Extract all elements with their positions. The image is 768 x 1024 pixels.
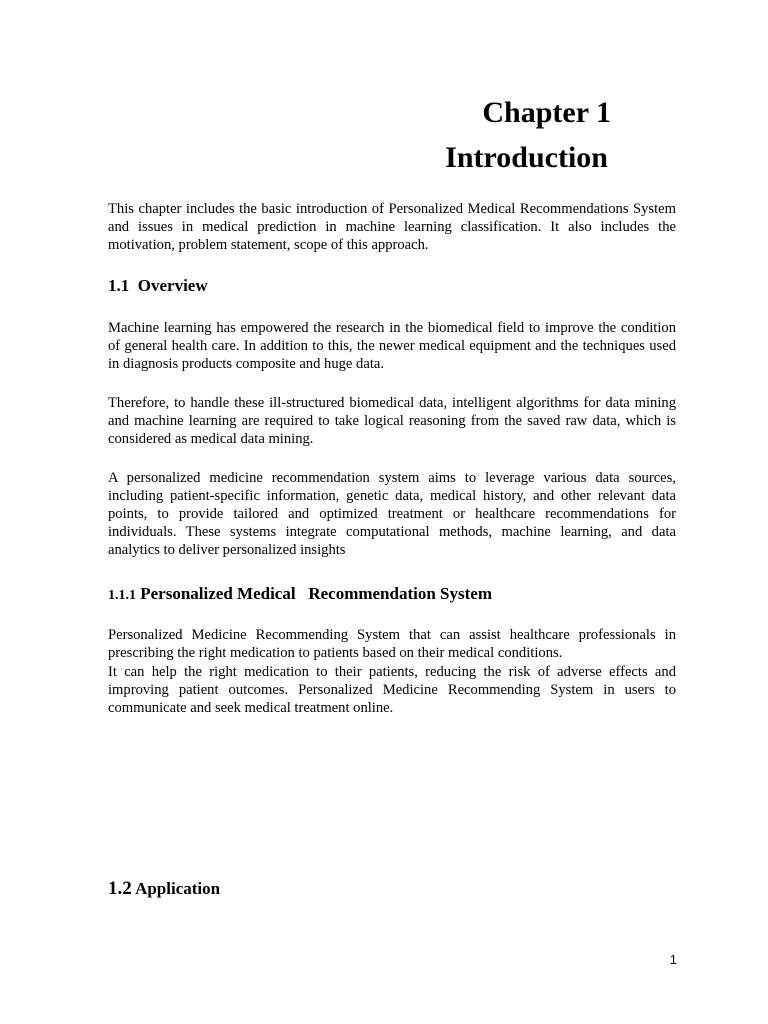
overview-paragraph-1: Machine learning has empowered the research in the biomedical field to improve the condition of general health care. In addition to this, the newer medical equipment and the techniques used in diagnosis products composite and huge data.: [108, 320, 676, 372]
recsys-paragraph-2: It can help the right medication to their patients, reducing the risk of adverse effects and improving patient outcomes. Personalized Medicine Recommending System in users to communicate and seek medical treatment online.: [108, 664, 676, 716]
recsys-paragraph-1: Personalized Medicine Recommending System that can assist healthcare professionals in prescribing the right medication to patients based on their medical conditions.: [108, 627, 676, 661]
subsection-number: 1.1.1: [108, 588, 136, 603]
section-1-1-heading: [108, 275, 208, 297]
subsection-title: Personalized Medical Recommendation System: [140, 584, 492, 603]
section-1-2-heading: [108, 878, 220, 900]
section-number: 1.2: [108, 878, 132, 899]
overview-paragraph-2: Therefore, to handle these ill-structured biomedical data, intelligent algorithms for data mining and machine learning are required to take logical reasoning from the saved raw data, which is considered as medical data mining.: [108, 395, 676, 447]
section-title: Overview: [137, 276, 208, 295]
section-number: 1.1: [108, 276, 130, 295]
chapter-subtitle: Introduction: [445, 141, 608, 174]
intro-paragraph: This chapter includes the basic introduction of Personalized Medical Recommendations System and issues in medical prediction in machine learning classification. It also includes the motivation, problem statement, scope of this approach.: [108, 201, 676, 253]
page-number: 1: [669, 952, 677, 967]
overview-paragraph-3: A personalized medicine recommendation system aims to leverage various data sources, including patient-specific information, genetic data, medical history, and other relevant data points, to provide tailored and optimized treatment or healthcare recommendations for individuals. These systems integrate computational methods, machine learning, and data analytics to deliver personalized insights: [108, 470, 676, 558]
section-title: Application: [135, 879, 221, 898]
section-1-1-1-heading: [108, 583, 492, 607]
chapter-title: Chapter 1: [482, 96, 611, 129]
